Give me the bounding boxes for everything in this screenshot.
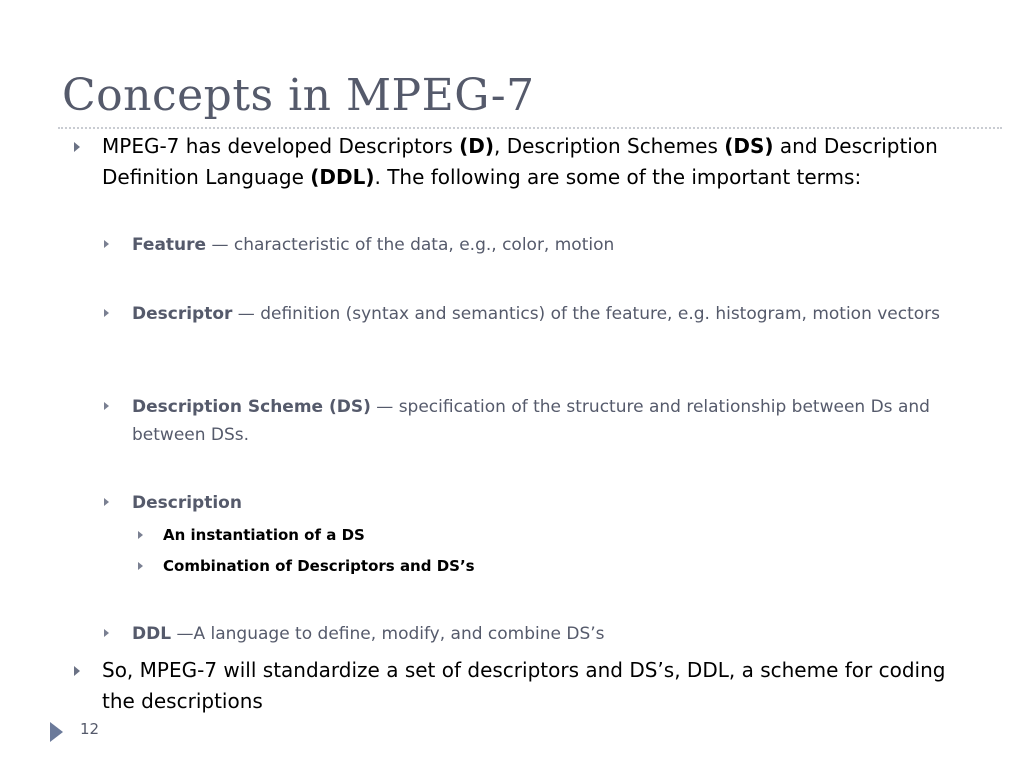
bullet-arrow-icon <box>138 562 143 570</box>
bullet-arrow-icon <box>138 531 143 539</box>
term-label: DDL <box>132 624 172 644</box>
term-definition: — specification of the structure and relationship between Ds and between DSs. <box>132 397 930 445</box>
bullet-intro-text: MPEG-7 has developed Descriptors (D), Description Schemes (DS) and Description Definition Language (DDL). The following are some of the important terms: <box>102 134 938 189</box>
bullet-arrow-icon <box>74 666 80 676</box>
slide-title: Concepts in MPEG-7 <box>62 70 535 121</box>
page-number: 12 <box>80 720 100 738</box>
term-definition: — characteristic of the data, e.g., color, motion <box>206 235 615 255</box>
term-label: Description <box>132 493 242 513</box>
bullet-arrow-icon <box>104 498 109 506</box>
term-description <box>104 489 964 517</box>
term-ddl <box>104 620 964 648</box>
bullet-arrow-icon <box>104 240 109 248</box>
title-divider <box>58 127 1002 129</box>
bullet-arrow-icon <box>74 142 80 152</box>
term-description-scheme <box>104 393 964 449</box>
term-feature <box>104 231 964 259</box>
bullet-conclusion: So, MPEG-7 will standardize a set of descriptors and DS’s, DDL, a scheme for coding the descriptions <box>74 655 974 717</box>
term-definition: —A language to define, modify, and combine DS’s <box>171 624 605 644</box>
bullet-intro <box>74 131 974 193</box>
term-label: Feature <box>132 235 207 255</box>
bullet-arrow-icon <box>104 309 109 317</box>
bullet-arrow-icon <box>104 402 109 410</box>
description-subitem: Combination of Descriptors and DS’s <box>138 554 938 578</box>
term-definition: — definition (syntax and semantics) of the feature, e.g. histogram, motion vectors <box>232 304 941 324</box>
bullet-arrow-icon <box>104 629 109 637</box>
footer-arrow-icon <box>50 722 63 742</box>
description-subitem: An instantiation of a DS <box>138 523 938 547</box>
term-descriptor <box>104 300 964 328</box>
term-label: Description Scheme (DS) <box>132 397 371 417</box>
term-label: Descriptor <box>132 304 233 324</box>
